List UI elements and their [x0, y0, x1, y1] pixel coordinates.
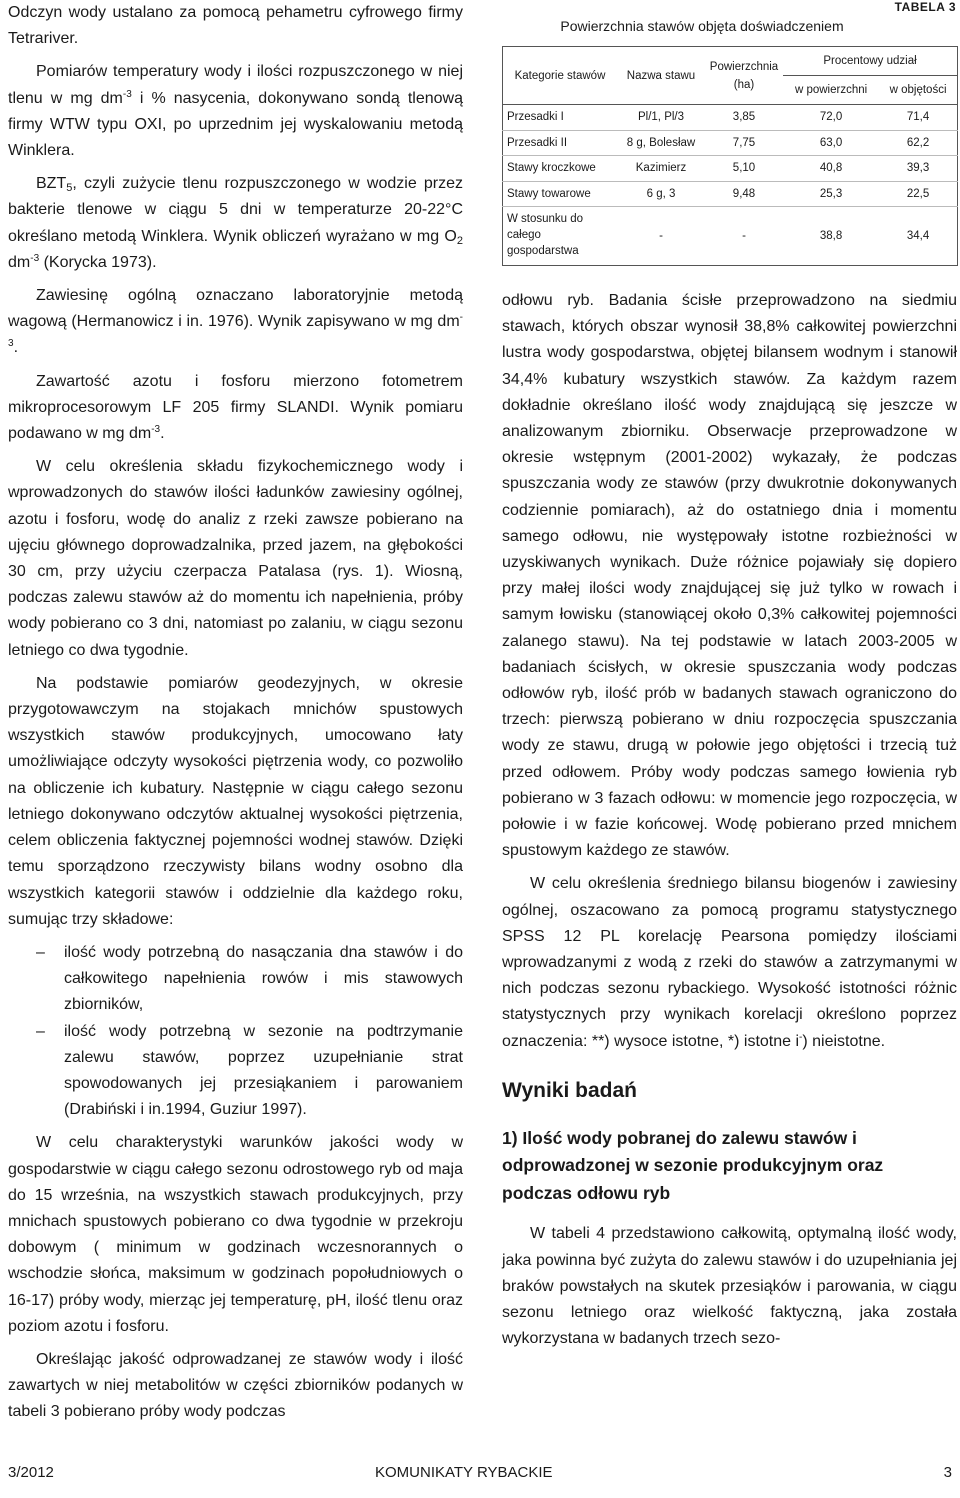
- paragraph-outflow: Określając jakość odprowadzanej ze stawów wody i ilość zawartych w niej metabolitów w części zbiorników podanych w tabeli 3 pobierano próby wody podczas: [8, 1350, 463, 1421]
- list-item: – ilość wody potrzebną do nasączania dna stawów i do całkowitego napełnienia rowów i mis stawowych zbiorników,: [36, 943, 463, 1014]
- header-powierzchnia: Powierzchnia (ha): [705, 47, 783, 105]
- subsection-heading: 1) Ilość wody pobranej do zalewu stawów i odprowadzonej w sezonie produkcyjnym oraz podczas odłowu ryb: [502, 1127, 884, 1203]
- footer-page-number: 3: [943, 1464, 952, 1481]
- table-row: Stawy kroczkowe Kazimierz 5,10 40,8 39,3: [503, 156, 958, 182]
- table-row: Przesadki II 8 g, Bolesław 7,75 63,0 62,2: [503, 130, 958, 156]
- paragraph-statistics: W celu określenia średniego bilansu biogenów i zawiesiny ogólnej, oszacowano za pomocą programu statystycznego SPSS 12 PL korelację Pearsona pomiędzy ilościami wprowadzanymi z wodą z rzeki do stawów a zatrzymanymi w nich podczas sezonu rybackiego. Wysokość istotności różnic statystycznych przy wynikach korelacji określono poprzez oznaczenia: **) wysoce istotne, *) istotne i-) nieistotne.: [502, 875, 957, 1050]
- paragraph-bzt: $BZT_5$, czyli zużycie tlenu rozpuszczonego w wodzie przez bakterie tlenowe w ciągu 5 dni w temperaturze 20-22°C określano metodą Winklera. Wynik obliczeń wyrażano w mg $O_2$ $dm^{-3}$ (Korycka 1973).: [8, 175, 463, 271]
- header-w-objetosci: w objętości: [879, 76, 957, 105]
- paragraph-nitrogen-phosphorus: Zawartość azotu i fosforu mierzono fotometrem mikroprocesorowym LF 205 firmy SLANDI. Wynik pomiaru podawano w mg $dm^{-3}$.: [8, 372, 463, 443]
- components-list: [8, 940, 463, 1123]
- header-w-powierzchni: w powierzchni: [783, 76, 879, 105]
- pond-area-table: [502, 46, 958, 266]
- paragraph-temperature-oxygen: Pomiarów temperatury wody i ilości rozpuszczonego w niej tlenu w mg $dm^{-3}$ i % nasycenia, dokonywano sondą tlenową firmy WTW typu OXI, po uprzednim jej wyskalowaniu metodą Winklera.: [8, 63, 464, 160]
- table-row: W stosunku do całego gospodarstwa - - 38,8 34,4: [507, 213, 930, 258]
- header-udzial: Procentowy udział: [783, 47, 958, 76]
- table-label: TABELA 3: [894, 0, 956, 14]
- paragraph-sampling: W celu określenia składu fizykochemicznego wody i wprowadzonych do stawów ilości ładunków zawiesiny ogólnej, azotu i fosforu, wodę do analiz z rzeki zawsze pobierano na ujęciu głównego doprowadzalnika, przed jazem, na głębokości 30 cm, przy użyciu czerpacza Patalasa (rys. 1). Wiosną, podczas zalewu stawów aż do momentu ich napełnienia, próby wody pobierano co 3 dni, natomiast po zalaniu, w ciągu sezonu letniego co dwa tygodnie.: [8, 458, 463, 659]
- paragraph-table4: W tabeli 4 przedstawiono całkowitą, optymalną ilość wody, jaka powinna być zużyta do zalewu stawów i do uzupełniania jej braków powstałych na skutek przesiąków i parowania, w ciągu sezonu letniego oraz wielkość faktyczną, jaka została wykorzystana w badanych trzech sezo-: [502, 1225, 957, 1348]
- paragraph-geodetic: Na podstawie pomiarów geodezyjnych, w okresie przygotowawczym na stojakach mnichów spustowych wszystkich stawów produkcyjnych, umocowano łaty umożliwiające odczyty wysokości piętrzenia wody, co pozwoliło na obliczenie ich kubatury. Następnie w ciągu całego sezonu letniego dokonywano odczytów aktualnej wysokości piętrzenia, celem obliczenia faktycznej pojemności wodnej stawów. Dzięki temu sporządzono rzeczywisty bilans wodny osobno dla wszystkich kategorii stawów i oddzielnie dla każdego roku, sumując trzy składowe:: [8, 674, 463, 928]
- table-row: Stawy towarowe 6 g, 3 9,48 25,3 22,5: [503, 181, 958, 207]
- footer-journal: KOMUNIKATY RYBACKIE: [375, 1464, 553, 1481]
- paragraph-ph: Odczyn wody ustalano za pomocą pehametru cyfrowego firmy Tetrariver.: [8, 4, 463, 48]
- section-heading: Wyniki badań: [502, 1078, 637, 1102]
- header-kategoria: Kategorie stawów: [503, 47, 618, 105]
- header-nazwa: Nazwa stawu: [617, 47, 705, 105]
- footer-issue: 3/2012: [8, 1464, 54, 1481]
- table-caption: Powierzchnia stawów objęta doświadczeniem: [560, 18, 844, 34]
- right-column: [502, 288, 957, 1359]
- left-column: [8, 0, 463, 1433]
- paragraph-suspension: Zawiesinę ogólną oznaczano laboratoryjnie metodą wagową (Hermanowicz i in. 1976). Wynik zapisywano w mg $dm^{-3}$.: [8, 287, 463, 357]
- paragraph-quality: W celu charakterystyki warunków jakości wody w gospodarstwie w ciągu całego sezonu odrostowego ryb od maja do 15 września, na wszystkich stawach produkcyjnych, przy mnichach spustowych pobierano co dwa tygodnie w przekroju dobowym ( minimum w godzinach wczesnorannych o wschodzie słońca, maksimum w godzinach popołudniowych o 16-17) próby wody, mierząc jej temperaturę, pH, ilość tlenu oraz poziom azotu i fosforu.: [8, 1134, 463, 1335]
- list-item: – ilość wody potrzebną w sezonie na podtrzymanie zalewu stawów, poprzez uzupełnianie strat spowodowanych jej przesiąkaniem i parowaniem (Drabiński i in.1994, Guziur 1997).: [36, 1022, 463, 1119]
- table-row: Przesadki I Pl/1, Pl/3 3,85 72,0 71,4: [503, 105, 958, 131]
- paragraph-outflow-continued: odłowu ryb. Badania ścisłe przeprowadzono na siedmiu stawach, których obszar wynosił 38,8% całkowitej powierzchni lustra wody gospodarstwa, objętej bilansem wodnym i stanowił 34,4% kubatury wszystkich stawów. Za każdym razem dokładnie określano ilość wody znajdującą się jeszcze w analizowanym zbiorniku. Obserwacje przeprowadzone w okresie wstępnym (2001-2002) wykazały, że podczas spuszczania wody ze stawów (przy dwukrotnie dokonywanych codziennie pomiarach), aż do ostatniego dnia i momentu samego odłowu, nie występowały istotne rozbieżności w uzyskiwanych wynikach. Duże różnice pojawiały się dopiero przy małej ilości wody znajdującej się już tylko w rowach i samym łowisku (stanowiącej około 0,3% całkowitej pojemności zalanego stawu). Na tej podstawie w latach 2003-2005 w badaniach ścisłych, w okresie spuszczania wody podczas odłowów ryb, ilość prób w badanych stawach ograniczono do trzech: pierwszą pobierano w dniu rozpoczęcia spuszczania wody ze stawu, drugą w połowie jego objętości i trzecią tuż przed odłowem. Próby wody podczas samego łowienia ryb pobierano w 3 fazach odłowu: w momencie jego rozpoczęcia, w połowie i w fazie końcowej. Wodę pobierano przed mnichem spustowym każdego ze stawów.: [502, 292, 957, 860]
